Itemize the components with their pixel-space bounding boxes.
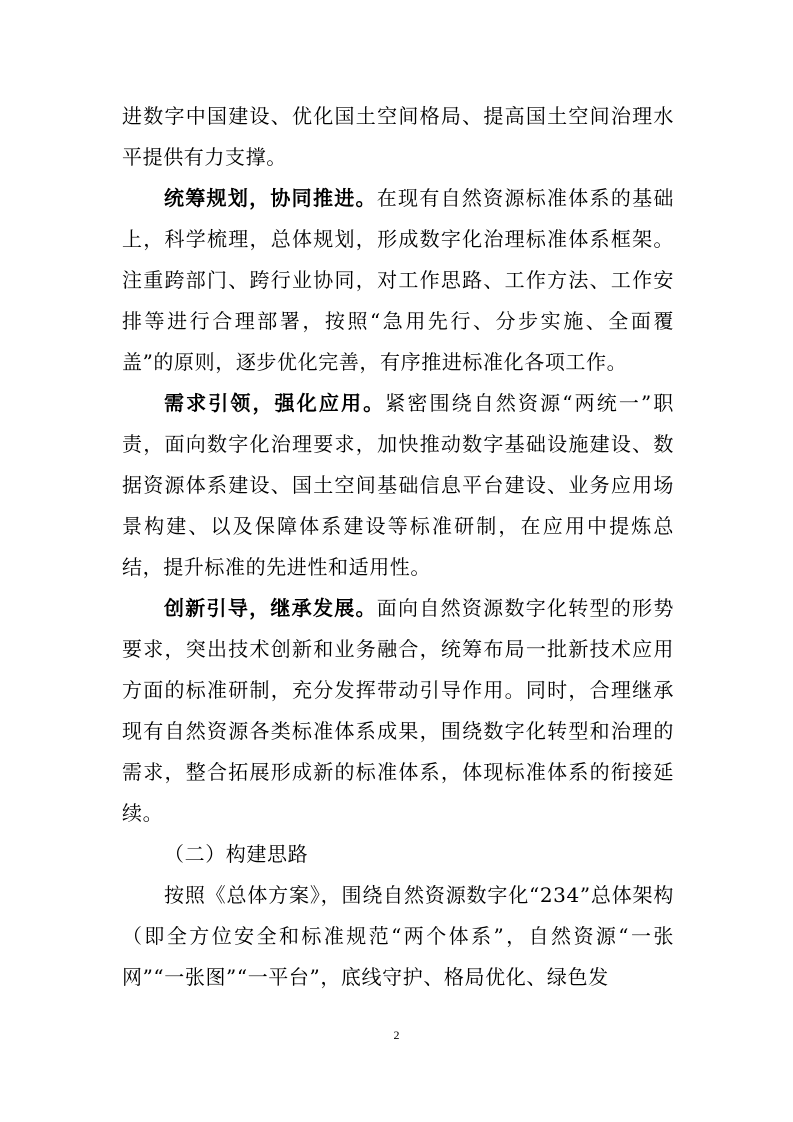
paragraph-continuation	[122, 96, 674, 178]
paragraph-text: 按照《总体方案》，围绕自然资源数字化“234”总体架构（即全方位安全和标准规范“两个体系”，自然资源“一张网”“一张图”“一平台”，底线守护、格局优化、绿色发	[122, 883, 674, 989]
paragraph-principle-innovation	[122, 588, 674, 834]
paragraph-approach	[122, 875, 674, 998]
paragraph-principle-planning	[122, 178, 674, 383]
page-number: 2	[393, 1028, 400, 1042]
paragraph-text: 紧密围绕自然资源“两统一”职责，面向数字化治理要求，加快推动数字基础设施建设、数据资源体系建设、国土空间基础信息平台建设、业务应用场景构建、以及保障体系建设等标准研制，在应用中提炼总结，提升标准的先进性和适用性。	[122, 391, 674, 579]
paragraph-lead: 统筹规划，协同推进。	[164, 186, 377, 210]
section-heading-text: （二）构建思路	[164, 842, 309, 866]
paragraph-text: 面向自然资源数字化转型的形势要求，突出技术创新和业务融合，统筹布局一批新技术应用方面的标准研制，充分发挥带动引导作用。同时，合理继承现有自然资源各类标准体系成果，围绕数字化转型和治理的需求，整合拓展形成新的标准体系，体现标准体系的衔接延续。	[122, 596, 674, 825]
paragraph-text: 进数字中国建设、优化国土空间格局、提高国土空间治理水平提供有力支撑。	[122, 104, 674, 169]
paragraph-lead: 需求引领，强化应用。	[164, 391, 386, 415]
paragraph-principle-demand	[122, 383, 674, 588]
paragraph-text: 在现有自然资源标准体系的基础上，科学梳理，总体规划，形成数字化治理标准体系框架。注重跨部门、跨行业协同，对工作思路、工作方法、工作安排等进行合理部署，按照“急用先行、分步实施、全面覆盖”的原则，逐步优化完善，有序推进标准化各项工作。	[122, 186, 674, 374]
body-text	[122, 96, 674, 998]
paragraph-lead: 创新引导，继承发展。	[164, 596, 377, 620]
section-heading	[122, 834, 674, 875]
